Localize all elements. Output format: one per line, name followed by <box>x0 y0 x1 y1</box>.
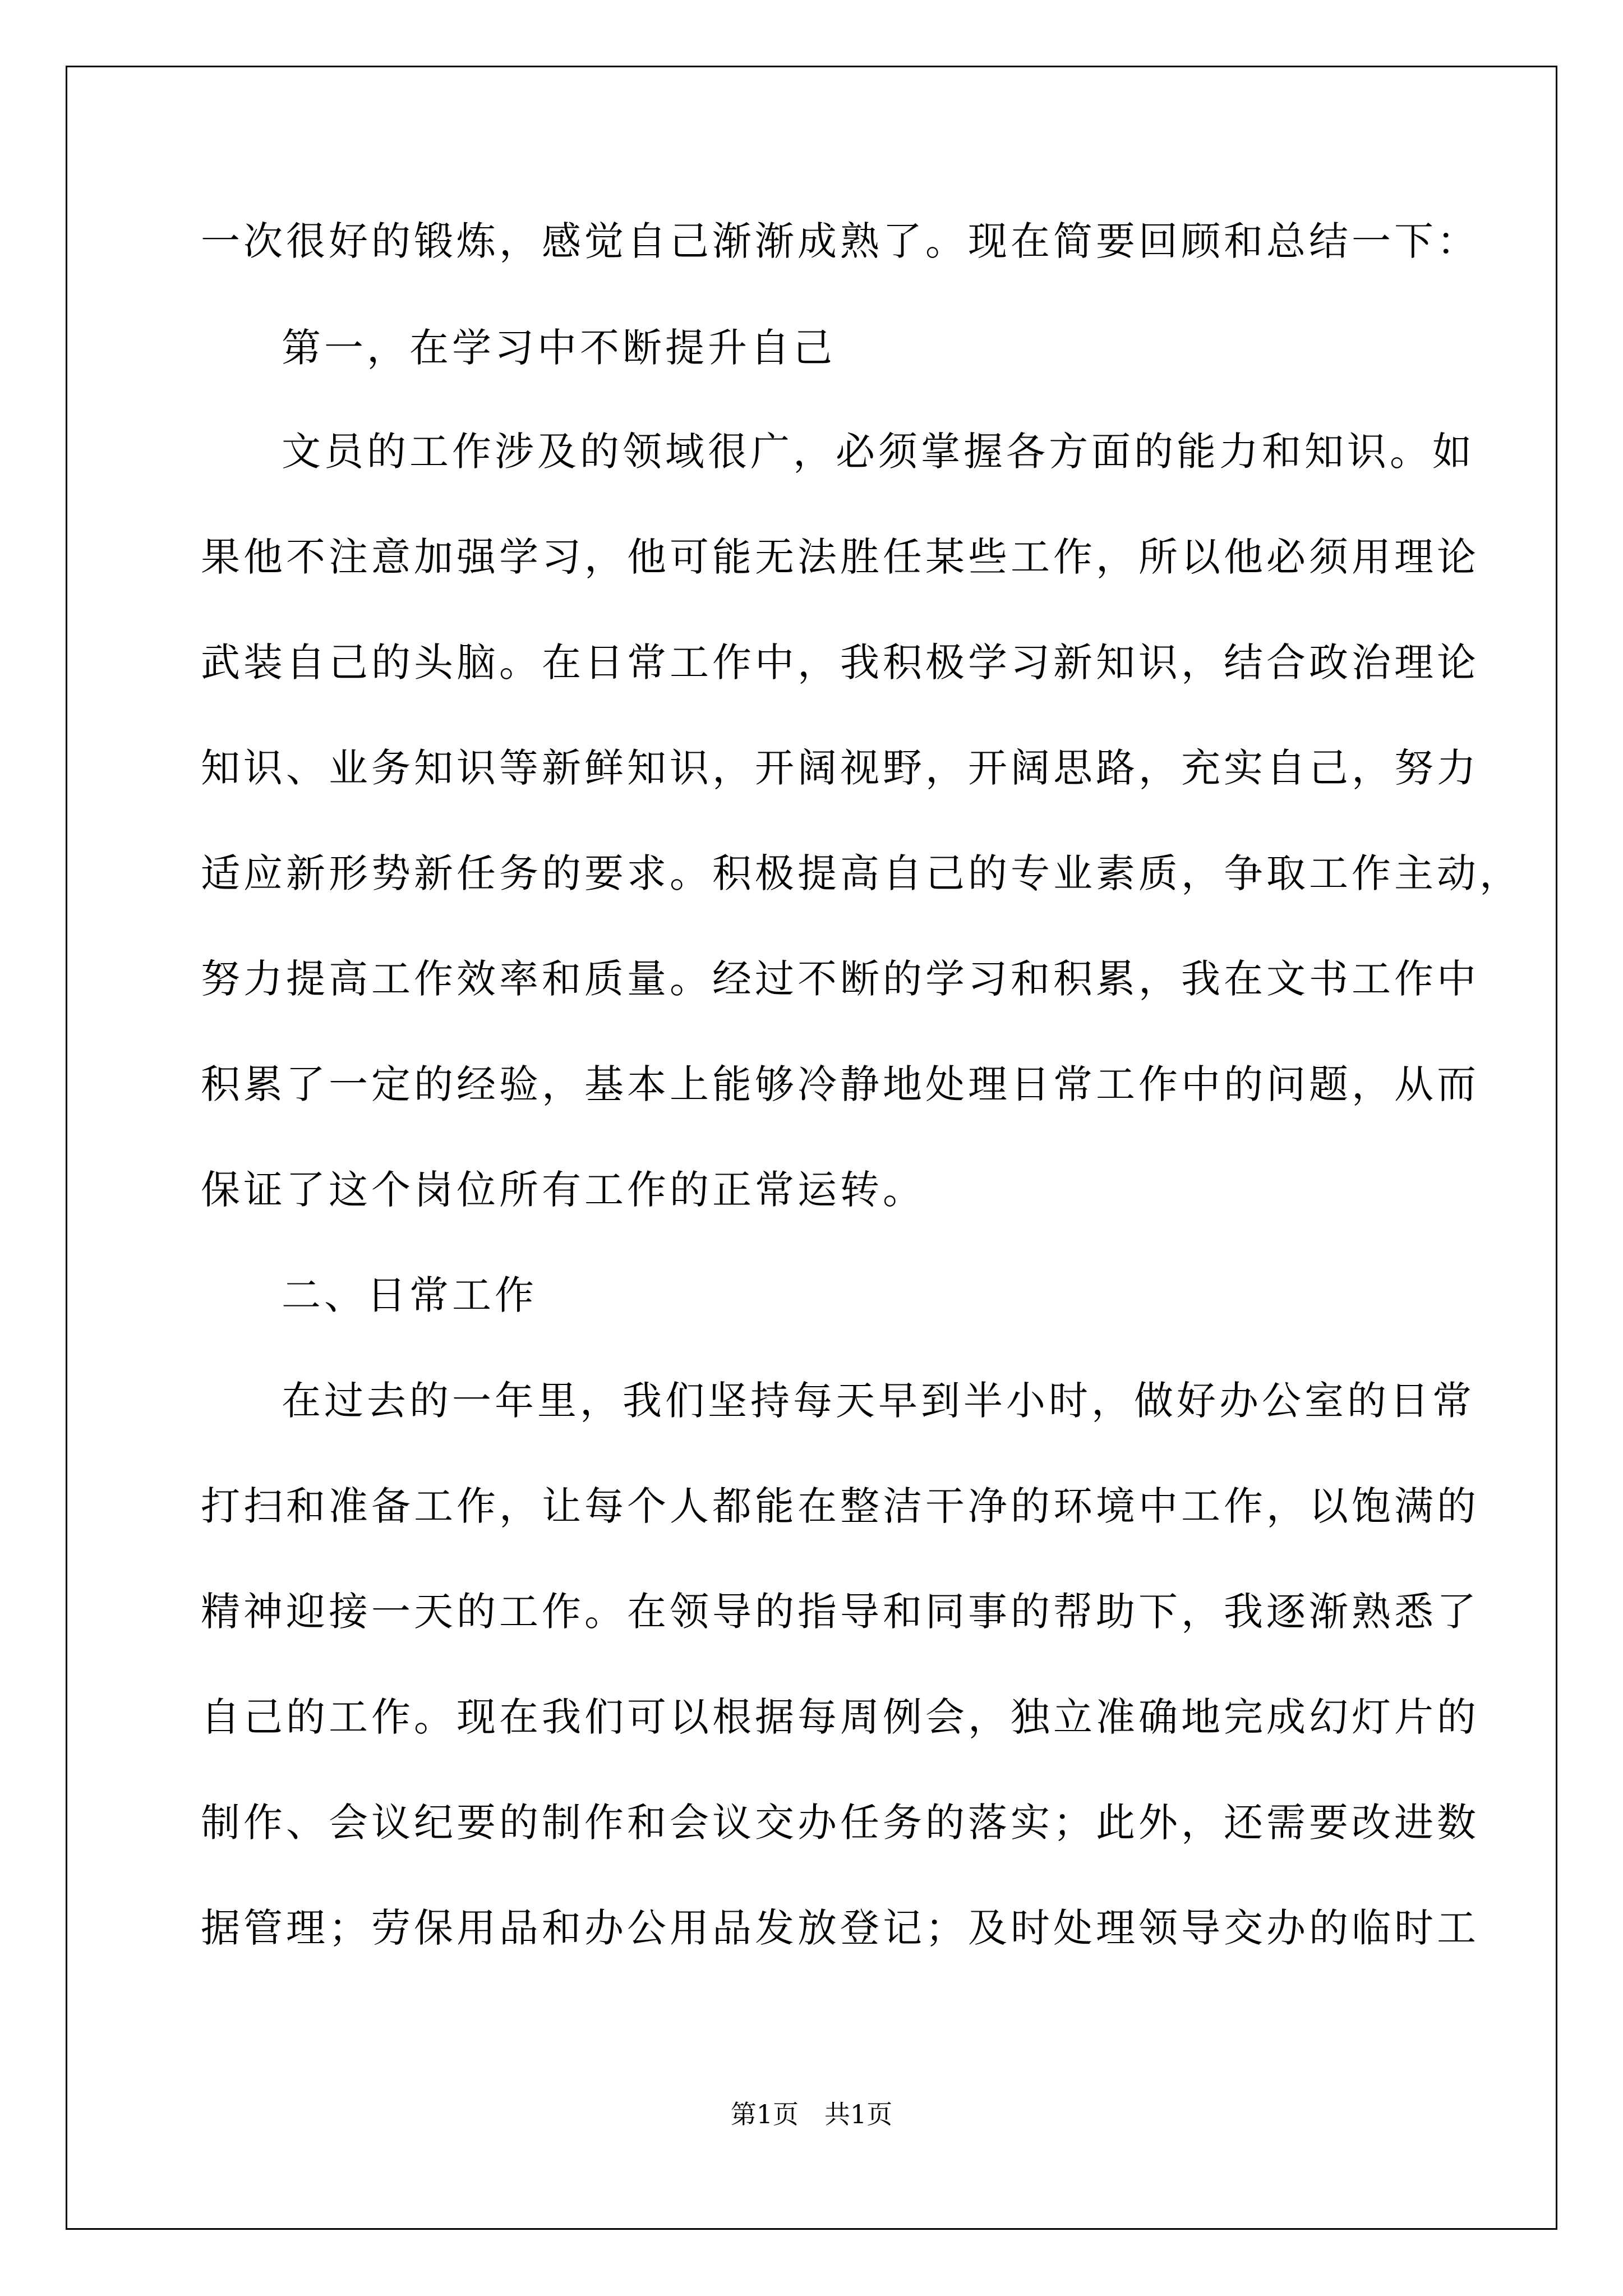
body-text-line: 在过去的一年里，我们坚持每天早到半小时，做好办公室的日常 <box>282 1378 1475 1424</box>
body-text-line: 制作、会议纪要的制作和会议交办任务的落实；此外，还需要改进数 <box>201 1800 1479 1846</box>
body-text-line: 积累了一定的经验，基本上能够冷静地处理日常工作中的问题，从而 <box>201 1061 1479 1107</box>
body-text-line: 据管理；劳保用品和办公用品发放登记；及时处理领导交办的临时工 <box>201 1905 1479 1951</box>
body-text-line: 自己的工作。现在我们可以根据每周例会，独立准确地完成幻灯片的 <box>201 1694 1479 1740</box>
body-text-line: 武装自己的头脑。在日常工作中，我积极学习新知识，结合政治理论 <box>201 639 1479 685</box>
body-text-line: 适应新形势新任务的要求。积极提高自己的专业素质，争取工作主动， <box>201 850 1522 896</box>
body-text-line: 保证了这个岗位所有工作的正常运转。 <box>201 1167 925 1213</box>
body-text-line: 文员的工作涉及的领域很广，必须掌握各方面的能力和知识。如 <box>282 429 1475 475</box>
body-text-line: 一次很好的锻炼，感觉自己渐渐成熟了。现在简要回顾和总结一下： <box>201 218 1479 264</box>
section-heading: 二、日常工作 <box>282 1272 537 1318</box>
body-text-line: 知识、业务知识等新鲜知识，开阔视野，开阔思路，充实自己，努力 <box>201 745 1479 791</box>
body-text-line: 果他不注意加强学习，他可能无法胜任某些工作，所以他必须用理论 <box>201 534 1479 580</box>
section-heading: 第一，在学习中不断提升自己 <box>282 325 836 371</box>
page-number-footer: 第1页 共1页 <box>730 2099 893 2129</box>
body-text-line: 努力提高工作效率和质量。经过不断的学习和积累，我在文书工作中 <box>201 956 1479 1002</box>
body-text-line: 精神迎接一天的工作。在领导的指导和同事的帮助下，我逐渐熟悉了 <box>201 1589 1479 1635</box>
body-text-line: 打扫和准备工作，让每个人都能在整洁干净的环境中工作，以饱满的 <box>201 1483 1479 1529</box>
